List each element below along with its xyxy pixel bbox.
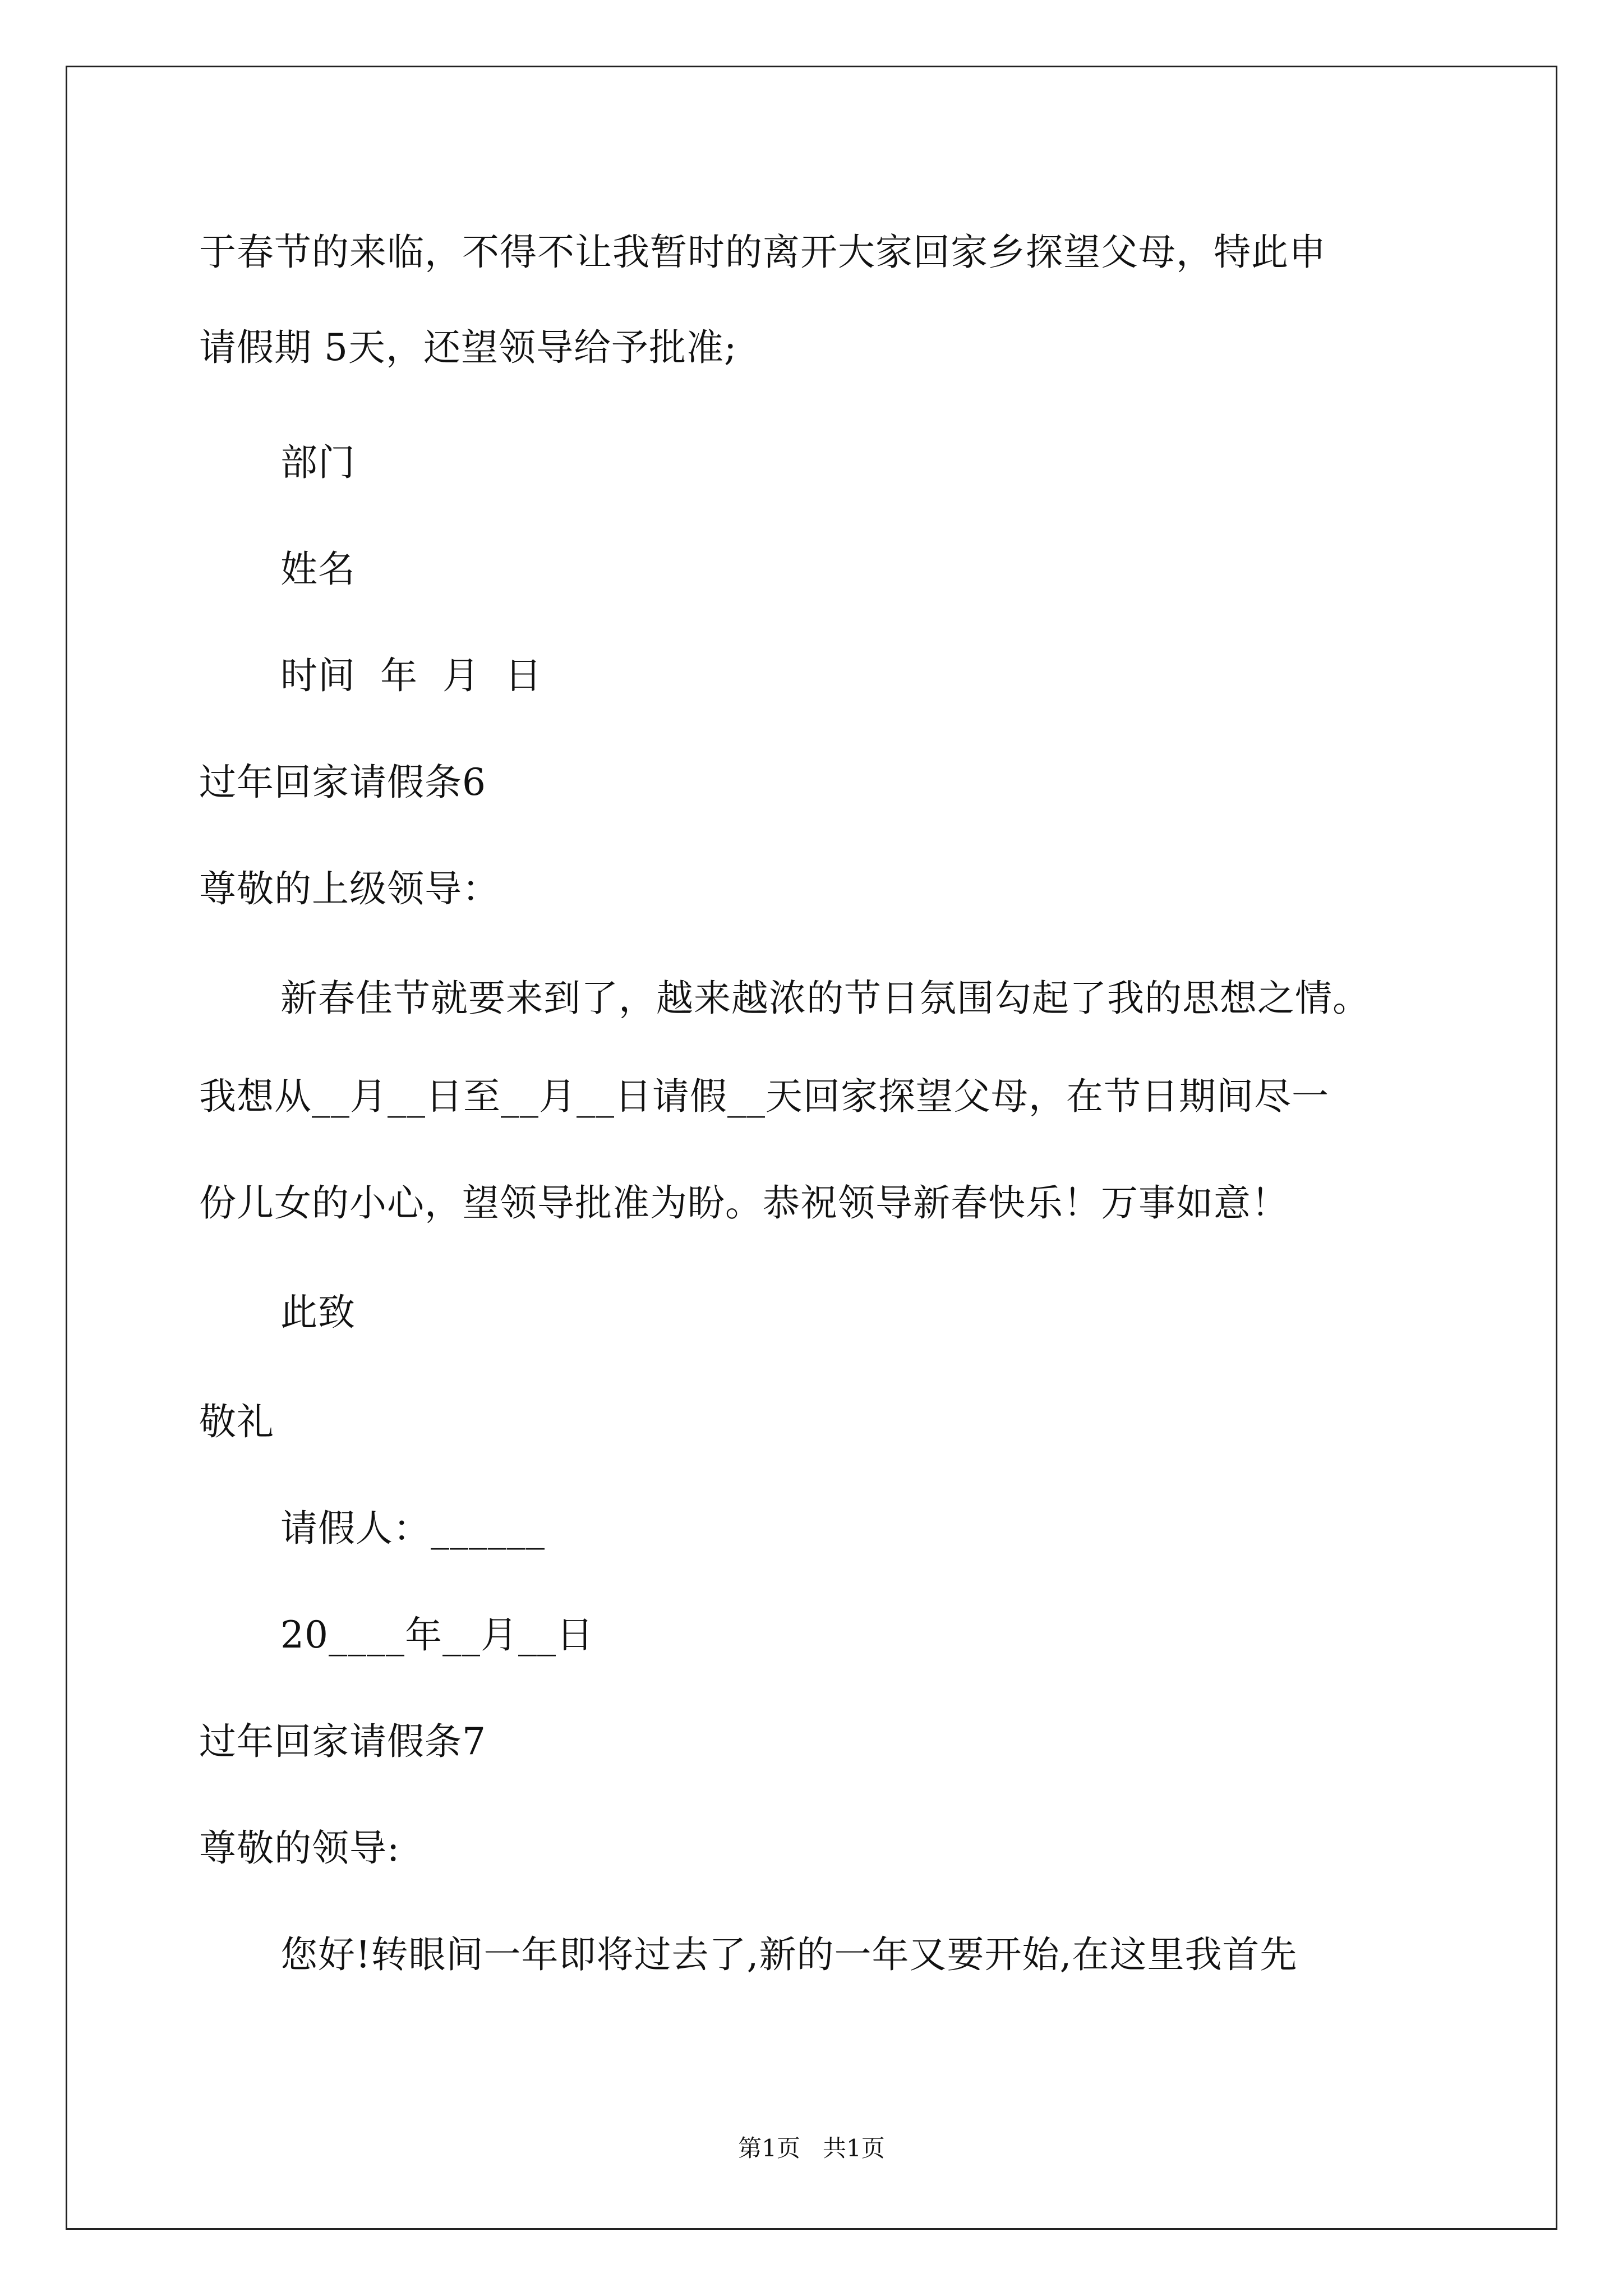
salutation-6: 尊敬的上级领导：	[199, 867, 500, 910]
page-border	[66, 66, 1557, 2230]
name-label: 姓名	[280, 547, 356, 591]
department-label: 部门	[280, 441, 356, 484]
paragraph-line-6: 您好!转眼间一年即将过去了,新的一年又要开始,在这里我首先	[280, 1933, 1298, 1976]
paragraph-line-5: 份儿女的小心，望领导批准为盼。恭祝领导新春快乐！万事如意！	[199, 1181, 1289, 1225]
section-title-7: 过年回家请假条7	[199, 1720, 486, 1763]
paragraph-line-1: 于春节的来临，不得不让我暂时的离开大家回家乡探望父母，特此申	[199, 231, 1326, 274]
paragraph-line-2: 请假期 5天，还望领导给予批准;	[199, 326, 737, 369]
closing-cizhi: 此致	[280, 1291, 356, 1334]
closing-jingli: 敬礼	[199, 1400, 274, 1443]
paragraph-line-3: 新春佳节就要来到了，越来越浓的节日氛围勾起了我的思想之情。	[280, 977, 1370, 1020]
applicant-field: 请假人：______	[280, 1507, 545, 1550]
date-field: 20____年__月__日	[280, 1613, 594, 1657]
paragraph-line-4: 我想从__月__日至__月__日请假__天回家探望父母，在节日期间尽一	[199, 1075, 1329, 1118]
section-title-6: 过年回家请假条6	[199, 761, 486, 804]
salutation-7: 尊敬的领导:	[199, 1826, 400, 1870]
page-footer: 第1页 共1页	[738, 2134, 885, 2162]
date-label: 时间 年 月 日	[280, 654, 542, 697]
